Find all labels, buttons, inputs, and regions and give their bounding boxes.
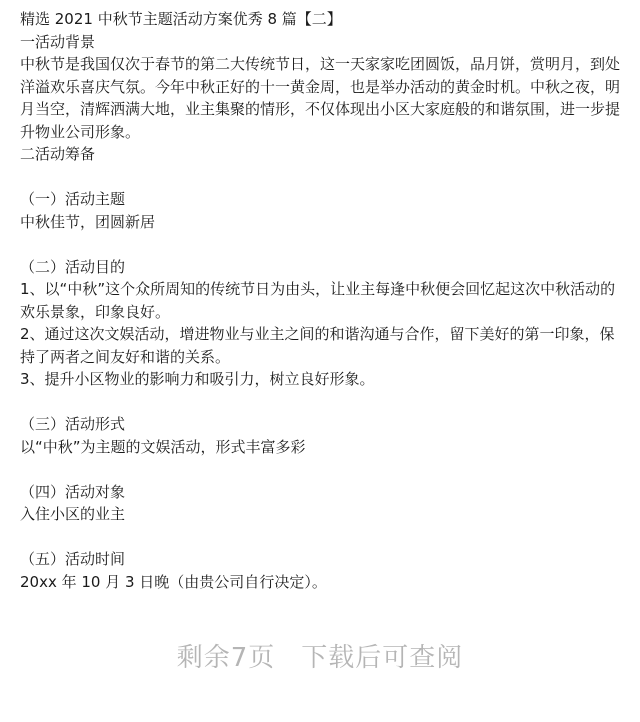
form-text: 以“中秋”为主题的文娱活动，形式丰富多彩 xyxy=(20,437,306,456)
theme-text: 中秋佳节，团圆新居 xyxy=(20,212,156,231)
spacer xyxy=(20,458,624,481)
subheading-time: （五）活动时间 xyxy=(20,550,126,568)
spacer xyxy=(20,526,624,549)
time-text: 20xx 年 10 月 3 日晚（由贵公司自行决定）。 xyxy=(20,572,327,591)
section-body-background: 中秋节是我国仅次于春节的第二大传统节日，这一天家家吃团圆饭，品月饼，赏明月，到处洋溢欢乐喜庆气氛。今年中秋正好的十一黄金周，也是举办活动的黄金时机。中秋之夜，明月当空，清辉洒满大地，业主集聚的情形，不仅体现出小区大家庭般的和谐氛围，进一步提升物业公司形象。 xyxy=(20,55,621,141)
document-title: 精选 2021 中秋节主题活动方案优秀 8 篇【二】 xyxy=(20,10,342,28)
goal-item-3: 3、提升小区物业的影响力和吸引力，树立良好形象。 xyxy=(20,370,375,388)
section-heading-preparation: 二活动筹备 xyxy=(20,145,96,163)
spacer xyxy=(20,233,624,256)
spacer xyxy=(20,166,624,189)
preview-footer[interactable] xyxy=(0,638,640,678)
subheading-goal: （二）活动目的 xyxy=(20,257,126,276)
document-body xyxy=(20,8,624,593)
goal-item-1: 1、以“中秋”这个众所周知的传统节日为由头，让业主每逢中秋便会回忆起这次中秋活动的欢乐景象，印象良好。 xyxy=(20,280,616,321)
subheading-form: （三）活动形式 xyxy=(20,415,126,433)
subheading-target: （四）活动对象 xyxy=(20,482,126,501)
goal-item-2: 2、通过这次文娱活动，增进物业与业主之间的和谐沟通与合作，留下美好的第一印象，保持了两者之间友好和谐的关系。 xyxy=(20,325,615,366)
target-text: 入住小区的业主 xyxy=(20,505,126,523)
spacer xyxy=(20,391,624,414)
remaining-pages-label[interactable]: 剩余7页 xyxy=(176,643,276,673)
download-to-view-label[interactable]: 下载后可查阅 xyxy=(301,643,464,673)
subheading-theme: （一）活动主题 xyxy=(20,190,126,208)
section-heading-background: 一活动背景 xyxy=(20,32,96,51)
